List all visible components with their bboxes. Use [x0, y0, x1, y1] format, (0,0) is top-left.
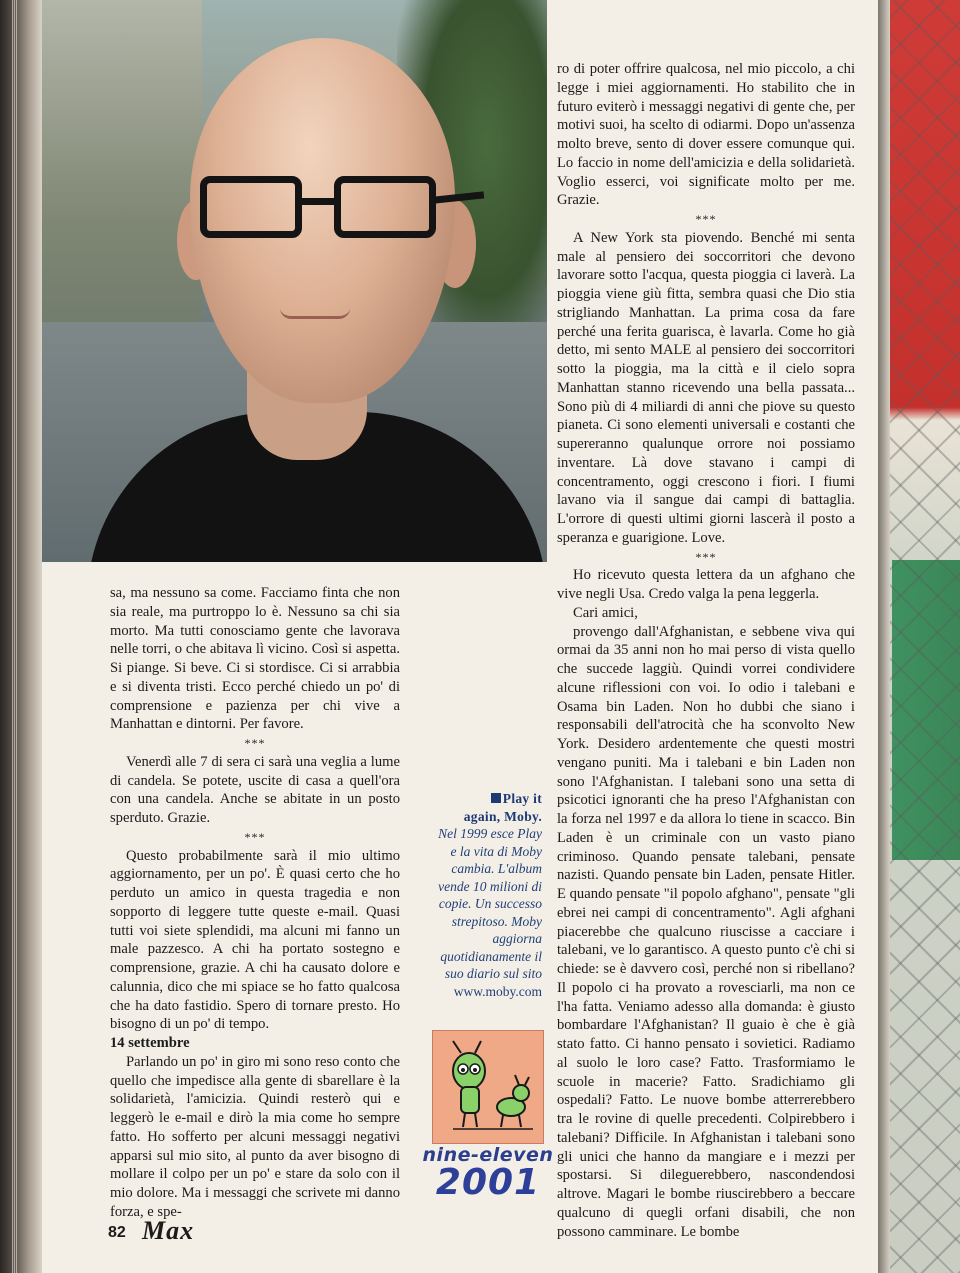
letter-salutation: Cari amici, [573, 604, 638, 621]
section-separator: *** [244, 736, 266, 750]
paragraph: sa, ma nessuno sa come. Facciamo finta che non sia reale, ma purtroppo lo è. Nessuno sa chi sia morto. Ma tutti conosciamo gente che lavorava nelle torri, o che abitava lì vicino. Così si aspetta. Si piange. Si beve. Ci si stordisce. Ci si arrabbia e si diventa tristi. Ecco perché chiedo un po' di comprensione e pazienza per chi vive a Manhattan e dintorni. Per favore. [110, 585, 400, 733]
section-separator: *** [695, 212, 717, 226]
paragraph: provengo dall'Afghanistan, e sebbene viva qui ormai da 35 anni non ho mai perso di vista quello che succede laggiù. Quindi vorrei condividere alcune riflessioni con voi. Io odio i talebani e Osama bin Laden. Non ho dubbi che siano i responsabili dell'atrocità che ha sconvolto New York. Desidero ardentemente che questi mostri vengano puniti. Ma i talebani e bin Laden non sono l'Afghanistan. I talebani sono una setta di psicotici ignoranti che ha preso l'Afghanistan con la forza nel 1997 e da allora lo tiene in scacco. Bin Laden è un criminale con un vasto piano criminoso. Quando pensate talebani, pensate nazisti. Quando pensate bin Laden, pensate Hitler. E quando pensate "il popolo afghano", pensate "gli ebrei nei campi di concentramento". Agli afghani piacerebbe che qualcuno riuscisse a cacciare i talebani, ve lo garantisco. A questo punto c'è chi si chiede: se è davvero così, perché non si ribellano? Il popolo ci ha provato a rovesciarli, ma non ce l'ha fatta. Veniamo adesso alla domanda: è giusto bombardare l'Afghanistan? Il guaio è che è già stato fatto. Ci hanno pensato i sovietici. Radiamo al suolo le loro case? Fatto. Trasformiamo le scuole in macerie? Fatto. Sradichiamo gli ospedali? Fatto. Le nuove bombe atterrerebbero tra le rovine di quelle precedenti. Colpirebbero i talebani? Difficile. In Afghanistan i talebani sono gli unici che hanno da mangiare e i mezzi per spostarsi. Si dileguerebbero, nascondendosi altrove. Magari le bombe riuscirebbero a beccare qualcuno di quegli orfani disabili, che non possono camminare. Le bombe [557, 623, 855, 1240]
sidebar-title: Play it again, Moby. [463, 791, 542, 824]
sidebar-url: www.moby.com [453, 983, 542, 999]
paragraph: Venerdì alle 7 di sera ci sarà una veglia a lume di candela. Se potete, uscite di casa a quell'ora con una candela. Anche se abitate in un posto sperduto. Grazie. [110, 753, 400, 826]
sidebar-body: Nel 1999 esce Play e la vita di Moby cambia. L'album vende 10 milioni di copie. Un successo strepitoso. Moby aggiorna quotidianamente il suo diario sul sito [438, 826, 542, 981]
facing-page-edge [878, 0, 960, 1273]
paragraph: ro di poter offrire qualcosa, nel mio piccolo, a chi legge i miei aggiornamenti. Ho stabilito che in futuro eviterò i messaggi negativi di gente che, per motivi suoi, ha scelto di odiarmi. Dopo un'assenza molto breve, sento di dover essere comunque qui. Lo faccio in nome dell'amicizia e della solidarietà. Voglio esserci, voi significate molto per me. Grazie. [557, 61, 855, 209]
sidebar-box [430, 790, 542, 1000]
magazine-logo: Max [142, 1216, 195, 1245]
cartoon-illustration [432, 1030, 544, 1144]
right-text-column [557, 60, 855, 1241]
nine-eleven-year: 2001 [435, 1162, 541, 1203]
paragraph: Ho ricevuto questa lettera da un afghano che vive negli Usa. Credo valga la pena leggerla. [557, 567, 855, 602]
paragraph: Questo probabilmente sarà il mio ultimo aggiornamento, per un po'. È quasi certo che ho perduto un amico in questa tragedia e non sopporto di leggere tutte queste e-mail. Quasi tutti voi siete splendidi, ma alcuni mi fanno un male pazzesco. A chi ha portato sostegno e comprensione, grazie. A chi ha causato dolore e calunnia, dico che mi spiace se ho fatto qualcosa che ha dato fastidio. Spero di tornare presto. Ho bisogno di un po' di tempo. [110, 847, 400, 1033]
section-separator: *** [695, 549, 717, 564]
section-separator: *** [244, 829, 266, 844]
page-number: 82 [108, 1224, 126, 1241]
magazine-spine [0, 0, 42, 1273]
square-bullet-icon [491, 793, 501, 803]
paragraph: A New York sta piovendo. Benché mi senta male al pensiero dei soccorritori che devono lavorare sotto l'acqua, questa pioggia ci laverà. La pioggia viene giù fitta, sembra quasi che Dio stia strigliando Manhattan. La prima cosa da fare perché una ferita guarisca, è lavarla. Come ho già detto, mi sento MALE al pensiero dei soccorritori sotto la pioggia, ma la città e il cielo sopra Manhattan stanno ricevendo una bella passata... Sono più di 4 miliardi di anni che piove su questo pianeta. Ci sono elementi universali e costanti che supereranno qualunque orrore noi possiamo inventare. Là dove stavano i campi di concentramento, oggi crescono i fiori. I fiumi lavano via il sangue dai campi di battaglia. L'orrore di questi ultimi giorni lascerà il posto a speranza e guarigione. Love. [557, 229, 855, 546]
paragraph: Parlando un po' in giro mi sono reso conto che quello che impedisce alla gente di sbarellare è la solidarietà, l'amicizia. Quindi resterò qui e leggerò le e-mail e dirò la mia come ho sempre fatto. Ho sofferto per alcuni messaggi negativi apparsi sul mio sito, al punto da aver bisogno di mollare il colpo per un po' e stare da solo con il mio dolore. Ma i messaggi che scrivete mi danno forza, e spe- [110, 1053, 400, 1220]
date-heading: 14 settembre [110, 1035, 190, 1051]
nine-eleven-title: nine-eleven [422, 1144, 554, 1166]
moby-portrait-photo [42, 0, 547, 562]
left-text-column [110, 584, 400, 1222]
glasses [194, 176, 484, 246]
